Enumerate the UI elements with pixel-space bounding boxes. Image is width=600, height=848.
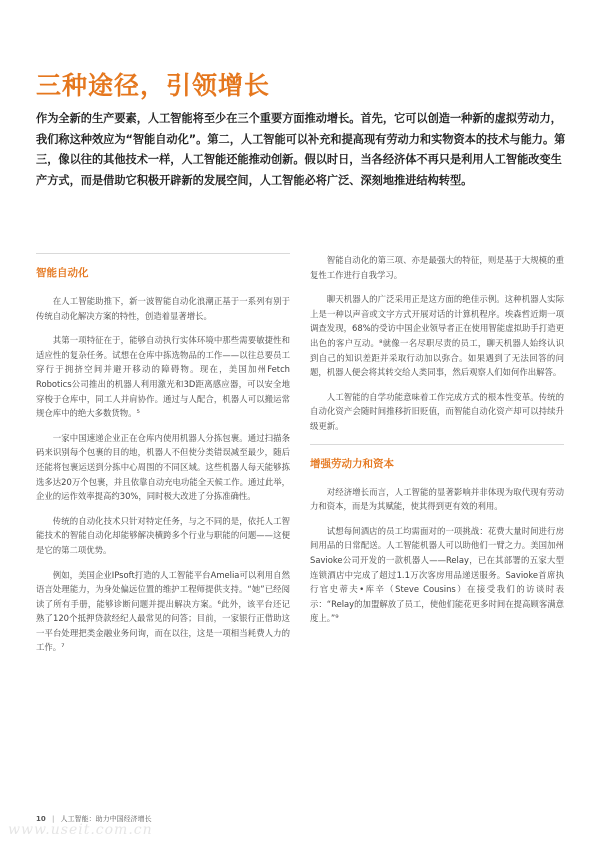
body-paragraph: 人工智能的自学功能意味着工作完成方式的根本性变革。传统的自动化资产会随时间推移折旧贬值，而智能自动化资产却可以持续升级更新。 — [310, 391, 564, 431]
body-paragraph: 例如，美国企业IPsoft打造的人工智能平台Amelia可以利用自然语言处理能力，为身处偏远位置的维护工程师提供支持。“她”已经阅读了所有手册，能够诊断问题并提出解决方案。⁶此外，该平台还记熟了120个抵押贷款经纪人最常见的问答；目前，一家银行正借助这一平台处理把类金融业务问询，而在以往，这是一项相当耗费人力的工作。⁷ — [36, 569, 290, 653]
section-heading-augment-labor-capital: 增强劳动力和资本 — [310, 457, 394, 470]
section-divider — [310, 444, 564, 445]
body-paragraph: 传统的自动化技术只针对特定任务，与之不同的是，依托人工智能技术的智能自动化却能够解决横跨多个行业与职能的问题——这便是它的第二项优势。 — [36, 515, 290, 555]
body-paragraph: 智能自动化的第三项、亦是最强大的特征，则是基于大规模的重复性工作进行自我学习。 — [310, 255, 564, 280]
body-paragraph: 对经济增长而言，人工智能的显著影响并非体现为取代现有劳动力和资本，而是为其赋能，使其得到更有效的利用。 — [310, 486, 564, 512]
section-divider — [36, 253, 290, 254]
watermark: www.useit.com.cn — [8, 822, 153, 838]
body-paragraph: 聊天机器人的广泛采用正是这方面的绝佳示例。这种机器人实际上是一种以声音或文字方式开展对话的计算机程序。埃森哲近期一项调查发现，68%的受访中国企业领导者正在使用智能虚拟助手打造更出色的客户互动。⁸就像一名尽职尽责的员工，聊天机器人始终认识到自己的知识差距并采取行动加以弥合。如果遇到了无法回答的问题，机器人便会将其转交给人类同事，然后观察人们如何作出解答。 — [310, 294, 564, 378]
running-title: 人工智能：助力中国经济增长 — [60, 815, 152, 823]
left-column — [36, 253, 290, 665]
body-paragraph: 其第一项特征在于，能够自动执行实体环境中那些需要敏捷性和适应性的复杂任务。试想在仓库中拣选物品的工作——以往总要员工穿行于拥挤空间并避开移动的障碍物。现在，美国加州Fetch Robotics公司推出的机器人利用激光和3D距离感应器，可以安全地穿梭于仓库中，同工人并肩协作。通过与人配合，机器人可以搬运常规仓库中的绝大多数货物。⁵ — [36, 335, 290, 419]
body-paragraph: 一家中国速递企业正在仓库内使用机器人分拣包裹。通过扫描条码来识别每个包裹的目的地，机器人不但使分类错误减至最少，随后还能将包裹运送到分拣中心周围的不同区域。这些机器人每天能够拣选多达20万个包裹，并且依靠自动充电功能全天候工作。通过此举，企业的运作效率提高约30%，同时极大改进了分拣准确性。 — [36, 432, 290, 502]
lead-paragraph: 作为全新的生产要素，人工智能将至少在三个重要方面推动增长。首先，它可以创造一种新的虚拟劳动力，我们称这种效应为“智能自动化”。第二，人工智能可以补充和提高现有劳动力和实物资本的技术与能力。第三，像以往的其他技术一样，人工智能还能推动创新。假以时日，当各经济体不再只是利用人工智能改变生产方式，而是借助它积极开辟新的发展空间，人工智能必将广泛、深刻地推进结构转型。 — [36, 112, 566, 187]
body-paragraph: 试想每间酒店的员工均需面对的一项挑战：花费大量时间进行房间用品的日常配送。人工智能机器人可以助他们一臂之力。美国加州Savioke公司开发的一款机器人——Relay，已在其部署的五家大型连锁酒店中完成了超过1.1万次客房用品递送服务。Savioke首席执行官史蒂夫•库辛（Steve Cousins）在接受我们的访谈时表示：“Relay的加盟解放了员工，使他们能花更多时间在提高顾客满意度上。”⁹ — [310, 525, 564, 624]
body-paragraph: 在人工智能助推下，新一波智能自动化浪潮正基于一系列有别于传统自动化解决方案的特性，创造着显著增长。 — [36, 296, 290, 321]
right-column — [310, 253, 564, 636]
section-heading-intelligent-automation: 智能自动化 — [36, 267, 89, 279]
page-title: 三种途径，引领增长 — [36, 71, 271, 100]
footer-separator: | — [51, 815, 55, 823]
page-number: 10 — [36, 815, 46, 823]
